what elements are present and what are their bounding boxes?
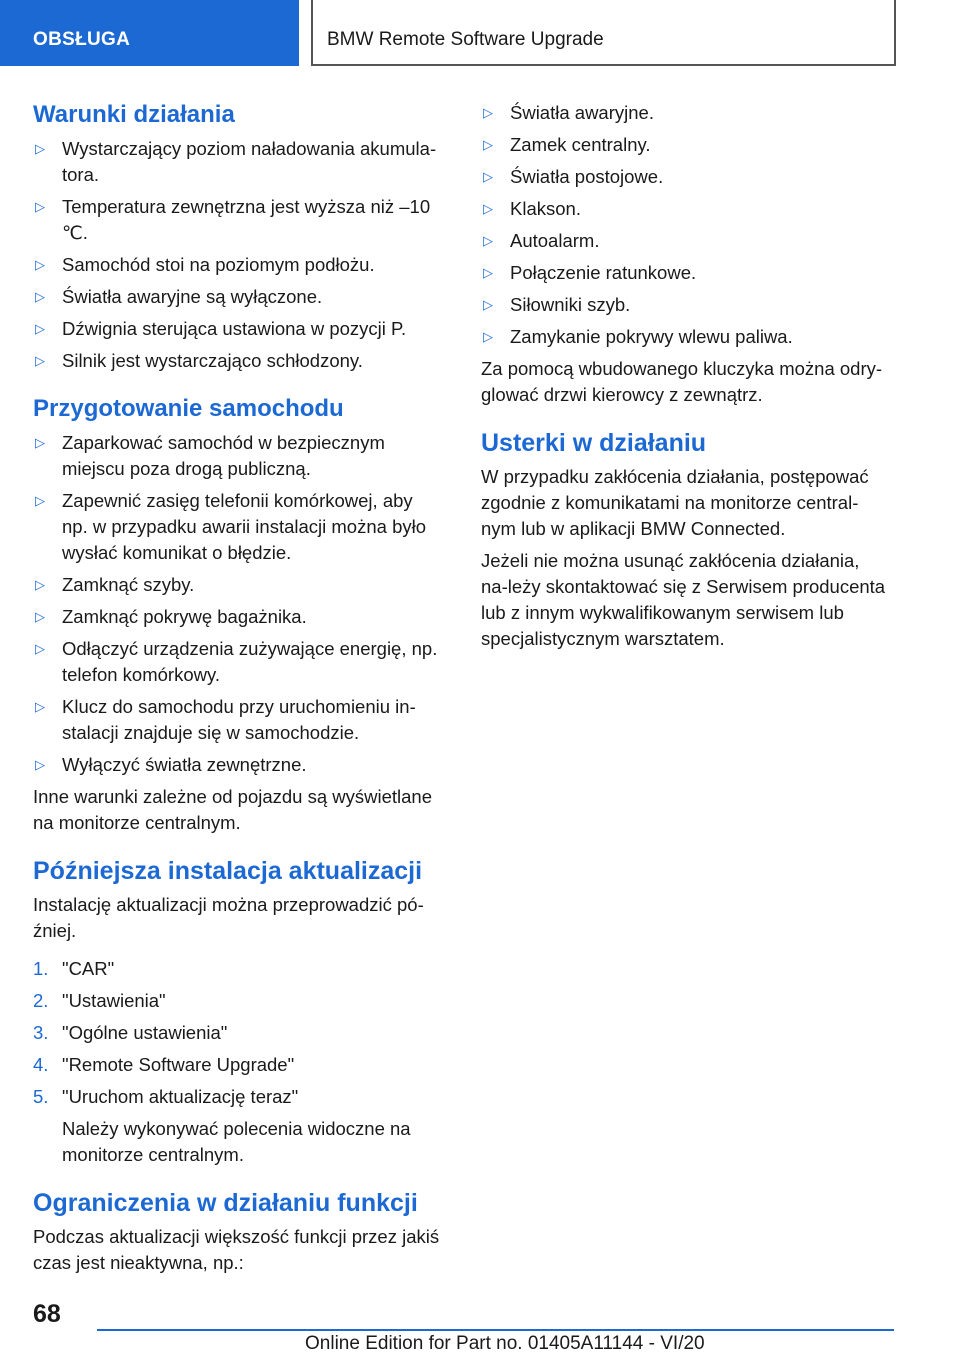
list-item: ▷ Odłączyć urządzenia zużywające energię, np. telefon komórkowy.: [35, 638, 438, 685]
right-column: [481, 100, 891, 658]
triangle-right-icon: ▷: [483, 169, 493, 184]
step-item: 5. "Uruchom aktualizację teraz": [33, 1086, 299, 1107]
list-item: ▷ Zamek centralny.: [481, 132, 891, 158]
restrictions-intro: Podczas aktualizacji większość funkcji przez jakiś czas jest nieaktywna, np.:: [33, 1226, 440, 1273]
list-item: ▷ Samochód stoi na poziomym podłożu.: [33, 252, 443, 278]
triangle-right-icon: ▷: [483, 329, 493, 344]
triangle-right-icon: ▷: [35, 699, 45, 714]
triangle-right-icon: ▷: [35, 353, 45, 368]
step-item: 3. "Ogólne ustawienia": [33, 1022, 228, 1043]
later-install-intro: Instalację aktualizacji można przeprowadzić pó-źniej.: [33, 894, 424, 941]
list-item: ▷ Wyłączyć światła zewnętrzne.: [33, 752, 443, 778]
triangle-right-icon: ▷: [35, 289, 45, 304]
triangle-right-icon: ▷: [483, 233, 493, 248]
triangle-right-icon: ▷: [35, 435, 45, 450]
triangle-right-icon: ▷: [35, 757, 45, 772]
triangle-right-icon: ▷: [483, 297, 493, 312]
conditions-list: [33, 136, 443, 374]
step-item: 1. "CAR": [33, 958, 115, 979]
list-item: ▷ Światła postojowe.: [481, 164, 891, 190]
preparation-note: Inne warunki zależne od pojazdu są wyświetlane na monitorze centralnym.: [33, 786, 433, 833]
malfunctions-paragraph-2: Jeżeli nie można usunąć zakłócenia działania, na-leży skontaktować się z Serwisem producenta lub z innym wykwalifikowanym serwisem lub specjalistycznym warsztatem.: [481, 550, 886, 649]
page-number: 68: [33, 1300, 61, 1328]
key-note: Za pomocą wbudowanego kluczyka można odry-glować drzwi kierowcy z zewnątrz.: [481, 358, 883, 405]
triangle-right-icon: ▷: [35, 257, 45, 272]
section-tab: OBSŁUGA: [0, 0, 299, 66]
preparation-list: [33, 430, 443, 778]
left-column: [33, 100, 443, 1282]
list-item: ▷ Klucz do samochodu przy uruchomieniu in-stalacji znajduje się w samochodzie.: [35, 696, 416, 743]
heading-restrictions: Ograniczenia w działaniu funkcji: [33, 1189, 418, 1217]
footer-divider: [97, 1329, 894, 1331]
list-item: ▷ Klakson.: [481, 196, 891, 222]
list-item: ▷ Wystarczający poziom naładowania akumula-tora.: [35, 138, 437, 185]
triangle-right-icon: ▷: [35, 199, 45, 214]
list-item: ▷ Dźwignia sterująca ustawiona w pozycji P.: [33, 316, 443, 342]
heading-conditions: Warunki działania: [33, 101, 235, 128]
triangle-right-icon: ▷: [483, 265, 493, 280]
step-item: 4. "Remote Software Upgrade": [33, 1054, 295, 1075]
triangle-right-icon: ▷: [35, 609, 45, 624]
malfunctions-paragraph-1: W przypadku zakłócenia działania, postępować zgodnie z komunikatami na monitorze central-nym lub w aplikacji BMW Connected.: [481, 466, 869, 539]
triangle-right-icon: ▷: [483, 137, 493, 152]
triangle-right-icon: ▷: [35, 493, 45, 508]
list-item: ▷ Autoalarm.: [481, 228, 891, 254]
triangle-right-icon: ▷: [483, 105, 493, 120]
steps-after-note: Należy wykonywać polecenia widoczne na monitorze centralnym.: [62, 1118, 411, 1165]
list-item: ▷ Zamykanie pokrywy wlewu paliwa.: [481, 324, 891, 350]
heading-preparation: Przygotowanie samochodu: [33, 395, 344, 422]
list-item: ▷ Siłowniki szyb.: [481, 292, 891, 318]
triangle-right-icon: ▷: [35, 321, 45, 336]
triangle-right-icon: ▷: [483, 201, 493, 216]
list-item: ▷ Silnik jest wystarczająco schłodzony.: [33, 348, 443, 374]
heading-malfunctions: Usterki w działaniu: [481, 429, 707, 457]
list-item: ▷ Zamknąć pokrywę bagażnika.: [33, 604, 443, 630]
list-item: ▷ Połączenie ratunkowe.: [481, 260, 891, 286]
step-item: 2. "Ustawienia": [33, 990, 166, 1011]
page-title: BMW Remote Software Upgrade: [311, 0, 896, 66]
list-item: ▷ Zamknąć szyby.: [33, 572, 443, 598]
steps-list: [33, 956, 443, 1110]
list-item: ▷ Światła awaryjne są wyłączone.: [33, 284, 443, 310]
triangle-right-icon: ▷: [35, 141, 45, 156]
heading-later-install: Późniejsza instalacja aktualizacji: [33, 857, 423, 885]
list-item: ▷ Zapewnić zasięg telefonii komórkowej, aby np. w przypadku awarii instalacji można było wysłać komunikat o błędzie.: [35, 490, 427, 563]
restricted-functions-list: [481, 100, 891, 350]
footer-edition: Online Edition for Part no. 01405A11144 - VI/20: [305, 1333, 705, 1354]
list-item: ▷ Światła awaryjne.: [481, 100, 891, 126]
list-item: ▷ Temperatura zewnętrzna jest wyższa niż –10 ℃.: [35, 196, 431, 243]
triangle-right-icon: ▷: [35, 577, 45, 592]
list-item: ▷ Zaparkować samochód w bezpiecznym miejscu poza drogą publiczną.: [35, 432, 385, 479]
triangle-right-icon: ▷: [35, 641, 45, 656]
